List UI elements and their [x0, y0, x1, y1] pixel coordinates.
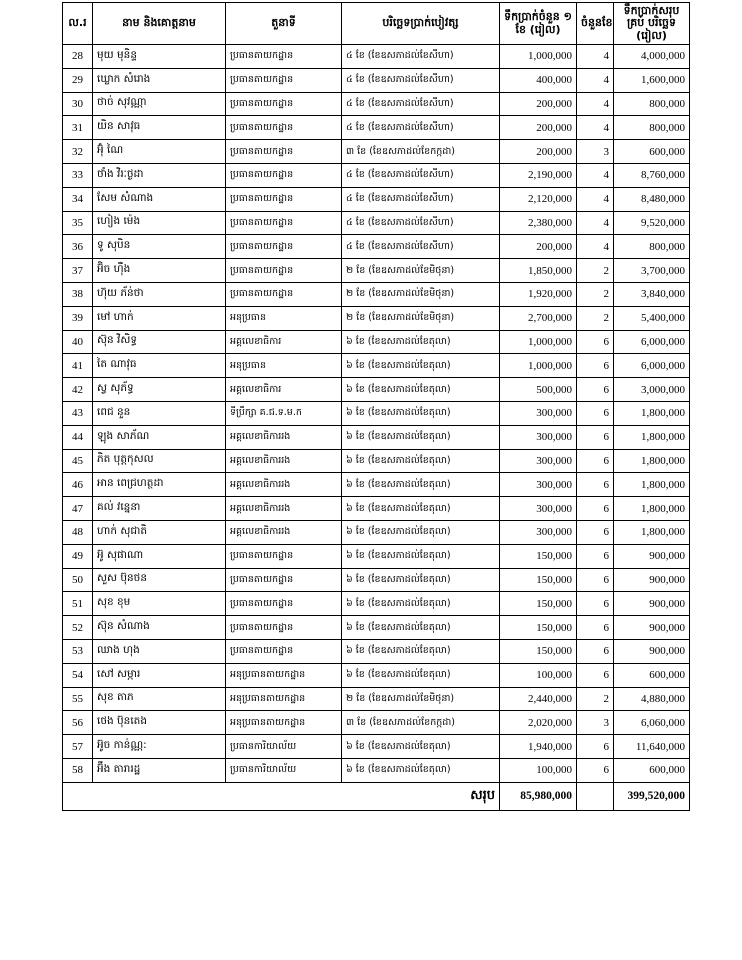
- cell-months: 2: [577, 687, 614, 711]
- cell-duration: ២ ខែ (ខែឧសភាដល់ខែមិថុនា): [342, 282, 500, 306]
- cell-duration: ៤ ខែ (ខែឧសភាដល់ខែសីហា): [342, 163, 500, 187]
- cell-total-amount: 11,640,000: [614, 735, 690, 759]
- header-position: តួនាទី: [226, 3, 342, 45]
- cell-no: 49: [63, 544, 93, 568]
- cell-total-amount: 8,760,000: [614, 163, 690, 187]
- cell-monthly-amount: 150,000: [500, 568, 577, 592]
- cell-no: 47: [63, 497, 93, 521]
- cell-duration: ៦ ខែ (ខែឧសភាដល់ខែតុលា): [342, 639, 500, 663]
- cell-monthly-amount: 1,000,000: [500, 354, 577, 378]
- cell-no: 30: [63, 92, 93, 116]
- cell-duration: ៦ ខែ (ខែឧសភាដល់ខែតុលា): [342, 473, 500, 497]
- cell-total-amount: 1,800,000: [614, 473, 690, 497]
- cell-no: 33: [63, 163, 93, 187]
- table-row: [63, 163, 690, 187]
- table-row: [63, 449, 690, 473]
- cell-monthly-amount: 150,000: [500, 639, 577, 663]
- cell-months: 2: [577, 306, 614, 330]
- cell-position: ប្រធានតាយកដ្ឋាន: [226, 568, 342, 592]
- cell-months: 3: [577, 711, 614, 735]
- cell-total-amount: 3,840,000: [614, 282, 690, 306]
- cell-no: 36: [63, 235, 93, 259]
- table-row: [63, 425, 690, 449]
- cell-total-amount: 900,000: [614, 544, 690, 568]
- cell-no: 44: [63, 425, 93, 449]
- cell-monthly-amount: 150,000: [500, 592, 577, 616]
- header-row: [63, 3, 690, 45]
- cell-duration: ៦ ខែ (ខែឧសភាដល់ខែតុលា): [342, 758, 500, 782]
- cell-months: 4: [577, 211, 614, 235]
- cell-no: 58: [63, 758, 93, 782]
- cell-total-amount: 6,060,000: [614, 711, 690, 735]
- table-row: [63, 473, 690, 497]
- table-row: [63, 259, 690, 283]
- cell-monthly-amount: 1,940,000: [500, 735, 577, 759]
- table-row: [63, 520, 690, 544]
- table-row: [63, 378, 690, 402]
- cell-months: 6: [577, 330, 614, 354]
- cell-months: 6: [577, 544, 614, 568]
- cell-position: ទីប្រឹក្សា គ.ជ.ទ.ម.ក: [226, 401, 342, 425]
- table-row: [63, 211, 690, 235]
- cell-name: សែម សំណាង: [93, 187, 226, 211]
- cell-name: ពេជ នួន: [93, 401, 226, 425]
- header-monthly-amount: ទឹកប្រាក់ចំនួន ១ ខែ (រៀល): [500, 3, 577, 45]
- cell-position: ប្រធានតាយកដ្ឋាន: [226, 616, 342, 640]
- cell-position: ប្រធានតាយកដ្ឋាន: [226, 639, 342, 663]
- cell-position: អគ្គលេខាធិការរង: [226, 520, 342, 544]
- table-row: [63, 711, 690, 735]
- cell-position: ប្រធានតាយកដ្ឋាន: [226, 140, 342, 164]
- cell-name: អាន ពេជ្រហត្ថដា: [93, 473, 226, 497]
- cell-monthly-amount: 200,000: [500, 140, 577, 164]
- cell-months: 6: [577, 354, 614, 378]
- cell-position: អនុប្រធាន: [226, 306, 342, 330]
- cell-months: 4: [577, 163, 614, 187]
- table-row: [63, 639, 690, 663]
- cell-months: 6: [577, 401, 614, 425]
- cell-monthly-amount: 100,000: [500, 758, 577, 782]
- cell-months: 6: [577, 639, 614, 663]
- table-row: [63, 306, 690, 330]
- header-no: ល.រ: [63, 3, 93, 45]
- table-row: [63, 45, 690, 69]
- cell-months: 6: [577, 497, 614, 521]
- cell-position: ប្រធានតាយកដ្ឋាន: [226, 45, 342, 69]
- cell-monthly-amount: 400,000: [500, 68, 577, 92]
- cell-total-amount: 900,000: [614, 639, 690, 663]
- cell-name: សុខ តាភ: [93, 687, 226, 711]
- cell-months: 4: [577, 116, 614, 140]
- cell-total-amount: 9,520,000: [614, 211, 690, 235]
- cell-no: 42: [63, 378, 93, 402]
- cell-position: អនុប្រធានតាយកដ្ឋាន: [226, 663, 342, 687]
- cell-monthly-amount: 300,000: [500, 520, 577, 544]
- cell-total-amount: 6,000,000: [614, 330, 690, 354]
- total-row: [63, 782, 690, 810]
- table-row: [63, 735, 690, 759]
- cell-duration: ៦ ខែ (ខែឧសភាដល់ខែតុលា): [342, 378, 500, 402]
- cell-no: 57: [63, 735, 93, 759]
- cell-name: អ៊ូច កាន់ណ្ណ:: [93, 735, 226, 759]
- table-row: [63, 140, 690, 164]
- cell-no: 32: [63, 140, 93, 164]
- cell-duration: ៣ ខែ (ខែឧសភាដល់ខែកក្កដា): [342, 140, 500, 164]
- cell-months: 6: [577, 735, 614, 759]
- table-row: [63, 282, 690, 306]
- cell-position: ប្រធានការិយាល័យ: [226, 758, 342, 782]
- cell-position: អគ្គលេខាធិការរង: [226, 449, 342, 473]
- cell-months: 6: [577, 449, 614, 473]
- cell-no: 51: [63, 592, 93, 616]
- cell-no: 55: [63, 687, 93, 711]
- cell-no: 45: [63, 449, 93, 473]
- cell-monthly-amount: 2,440,000: [500, 687, 577, 711]
- cell-months: 4: [577, 68, 614, 92]
- table-row: [63, 592, 690, 616]
- table-row: [63, 330, 690, 354]
- cell-monthly-amount: 2,380,000: [500, 211, 577, 235]
- cell-no: 54: [63, 663, 93, 687]
- table-row: [63, 187, 690, 211]
- header-months: ចំនួនខែ: [577, 3, 614, 45]
- cell-no: 40: [63, 330, 93, 354]
- cell-total-amount: 3,700,000: [614, 259, 690, 283]
- cell-monthly-amount: 2,020,000: [500, 711, 577, 735]
- cell-duration: ២ ខែ (ខែឧសភាដល់ខែមិថុនា): [342, 306, 500, 330]
- cell-total-amount: 3,000,000: [614, 378, 690, 402]
- table-row: [63, 116, 690, 140]
- cell-no: 46: [63, 473, 93, 497]
- table-row: [63, 497, 690, 521]
- cell-monthly-amount: 1,000,000: [500, 45, 577, 69]
- cell-duration: ៤ ខែ (ខែឧសភាដល់ខែសីហា): [342, 116, 500, 140]
- months-total-empty: [577, 782, 614, 810]
- cell-total-amount: 900,000: [614, 616, 690, 640]
- cell-months: 4: [577, 45, 614, 69]
- cell-position: ប្រធានតាយកដ្ឋាន: [226, 259, 342, 283]
- cell-name: ថាច់ សុវណ្ណា: [93, 92, 226, 116]
- cell-position: អគ្គលេខាធិការរង: [226, 425, 342, 449]
- cell-monthly-amount: 500,000: [500, 378, 577, 402]
- cell-total-amount: 8,480,000: [614, 187, 690, 211]
- cell-position: ប្រធានតាយកដ្ឋាន: [226, 68, 342, 92]
- cell-no: 35: [63, 211, 93, 235]
- cell-no: 37: [63, 259, 93, 283]
- table-body: [63, 45, 690, 783]
- cell-duration: ៦ ខែ (ខែឧសភាដល់ខែតុលា): [342, 616, 500, 640]
- table-row: [63, 544, 690, 568]
- cell-position: អនុប្រធានតាយកដ្ឋាន: [226, 711, 342, 735]
- cell-duration: ៦ ខែ (ខែឧសភាដល់ខែតុលា): [342, 544, 500, 568]
- cell-position: ប្រធានការិយាល័យ: [226, 735, 342, 759]
- cell-name: ថេង ប៊ុនតេង: [93, 711, 226, 735]
- cell-name: ស៊ុន វិសិទ្ធ: [93, 330, 226, 354]
- cell-duration: ៤ ខែ (ខែឧសភាដល់ខែសីហា): [342, 92, 500, 116]
- cell-no: 52: [63, 616, 93, 640]
- cell-name: តៃ ណាវុធ: [93, 354, 226, 378]
- cell-months: 6: [577, 378, 614, 402]
- cell-total-amount: 800,000: [614, 116, 690, 140]
- total-label: សរុប: [63, 782, 500, 810]
- cell-total-amount: 600,000: [614, 758, 690, 782]
- cell-position: ប្រធានតាយកដ្ឋាន: [226, 544, 342, 568]
- cell-total-amount: 600,000: [614, 140, 690, 164]
- cell-monthly-amount: 300,000: [500, 473, 577, 497]
- cell-no: 48: [63, 520, 93, 544]
- cell-total-amount: 900,000: [614, 568, 690, 592]
- cell-no: 41: [63, 354, 93, 378]
- header-duration: បរិច្ឆេទប្រាក់បៀវត្ស: [342, 3, 500, 45]
- cell-name: អ៊ូ សុផាណា: [93, 544, 226, 568]
- cell-name: ហាក់ សុជាតិ: [93, 520, 226, 544]
- table-row: [63, 758, 690, 782]
- cell-total-amount: 1,800,000: [614, 497, 690, 521]
- cell-position: ប្រធានតាយកដ្ឋាន: [226, 235, 342, 259]
- table-row: [63, 354, 690, 378]
- cell-months: 3: [577, 140, 614, 164]
- cell-total-amount: 800,000: [614, 235, 690, 259]
- cell-duration: ៦ ខែ (ខែឧសភាដល់ខែតុលា): [342, 354, 500, 378]
- cell-name: មៅ ហាក់: [93, 306, 226, 330]
- cell-monthly-amount: 300,000: [500, 497, 577, 521]
- table-row: [63, 616, 690, 640]
- cell-months: 2: [577, 259, 614, 283]
- cell-total-amount: 5,400,000: [614, 306, 690, 330]
- cell-name: ឈាង ហុង: [93, 639, 226, 663]
- cell-name: ស៊ុន សំណាង: [93, 616, 226, 640]
- cell-months: 6: [577, 520, 614, 544]
- cell-position: ប្រធានតាយកដ្ឋាន: [226, 187, 342, 211]
- cell-position: អនុប្រធាន: [226, 354, 342, 378]
- cell-total-amount: 1,800,000: [614, 425, 690, 449]
- table-row: [63, 92, 690, 116]
- cell-duration: ៤ ខែ (ខែឧសភាដល់ខែសីហា): [342, 68, 500, 92]
- cell-duration: ៤ ខែ (ខែឧសភាដល់ខែសីហា): [342, 45, 500, 69]
- cell-duration: ៦ ខែ (ខែឧសភាដល់ខែតុលា): [342, 568, 500, 592]
- cell-months: 2: [577, 282, 614, 306]
- cell-months: 4: [577, 235, 614, 259]
- cell-monthly-amount: 300,000: [500, 449, 577, 473]
- cell-duration: ២ ខែ (ខែឧសភាដល់ខែមិថុនា): [342, 259, 500, 283]
- cell-no: 29: [63, 68, 93, 92]
- monthly-total: 85,980,000: [500, 782, 577, 810]
- cell-monthly-amount: 1,850,000: [500, 259, 577, 283]
- cell-no: 31: [63, 116, 93, 140]
- cell-duration: ៤ ខែ (ខែឧសភាដល់ខែសីហា): [342, 235, 500, 259]
- table-row: [63, 235, 690, 259]
- cell-months: 6: [577, 758, 614, 782]
- cell-duration: ៦ ខែ (ខែឧសភាដល់ខែតុលា): [342, 663, 500, 687]
- cell-months: 6: [577, 425, 614, 449]
- cell-name: ហៀង ម៉េង: [93, 211, 226, 235]
- cell-position: ប្រធានតាយកដ្ឋាន: [226, 163, 342, 187]
- cell-name: ឡុង សាភ័ណ: [93, 425, 226, 449]
- cell-name: ទូ សុបិន: [93, 235, 226, 259]
- cell-total-amount: 6,000,000: [614, 354, 690, 378]
- cell-total-amount: 1,600,000: [614, 68, 690, 92]
- cell-monthly-amount: 1,920,000: [500, 282, 577, 306]
- table-row: [63, 568, 690, 592]
- cell-no: 39: [63, 306, 93, 330]
- cell-no: 28: [63, 45, 93, 69]
- cell-months: 6: [577, 568, 614, 592]
- cell-duration: ៤ ខែ (ខែឧសភាដល់ខែសីហា): [342, 211, 500, 235]
- cell-position: ប្រធានតាយកដ្ឋាន: [226, 592, 342, 616]
- cell-name: ភិត បុត្តកុសល: [93, 449, 226, 473]
- cell-months: 6: [577, 616, 614, 640]
- cell-duration: ៣ ខែ (ខែឧសភាដល់ខែកក្កដា): [342, 711, 500, 735]
- cell-total-amount: 1,800,000: [614, 449, 690, 473]
- cell-months: 6: [577, 592, 614, 616]
- cell-monthly-amount: 200,000: [500, 116, 577, 140]
- cell-monthly-amount: 200,000: [500, 92, 577, 116]
- cell-name: សួស ប៊ុនថន: [93, 568, 226, 592]
- cell-no: 34: [63, 187, 93, 211]
- cell-duration: ៦ ខែ (ខែឧសភាដល់ខែតុលា): [342, 592, 500, 616]
- cell-total-amount: 1,800,000: [614, 401, 690, 425]
- cell-monthly-amount: 2,190,000: [500, 163, 577, 187]
- cell-duration: ៤ ខែ (ខែឧសភាដល់ខែសីហា): [342, 187, 500, 211]
- cell-duration: ៦ ខែ (ខែឧសភាដល់ខែតុលា): [342, 497, 500, 521]
- cell-name: ស្វ សុភ័ទ្ធ: [93, 378, 226, 402]
- cell-name: អ៊ិច ហ៊ឺង: [93, 259, 226, 283]
- cell-monthly-amount: 300,000: [500, 425, 577, 449]
- cell-total-amount: 1,800,000: [614, 520, 690, 544]
- cell-monthly-amount: 150,000: [500, 544, 577, 568]
- cell-months: 4: [577, 187, 614, 211]
- cell-total-amount: 4,880,000: [614, 687, 690, 711]
- cell-duration: ៦ ខែ (ខែឧសភាដល់ខែតុលា): [342, 520, 500, 544]
- cell-name: គល់ វន្នេនា: [93, 497, 226, 521]
- cell-position: ប្រធានតាយកដ្ឋាន: [226, 92, 342, 116]
- cell-name: សុខ ខុម: [93, 592, 226, 616]
- cell-position: អគ្គលេខាធិការរង: [226, 473, 342, 497]
- cell-total-amount: 800,000: [614, 92, 690, 116]
- cell-name: អ៊ុំ ណៃ: [93, 140, 226, 164]
- cell-total-amount: 600,000: [614, 663, 690, 687]
- cell-duration: ២ ខែ (ខែឧសភាដល់ខែមិថុនា): [342, 687, 500, 711]
- grand-total: 399,520,000: [614, 782, 690, 810]
- cell-monthly-amount: 1,000,000: [500, 330, 577, 354]
- table-row: [63, 401, 690, 425]
- cell-monthly-amount: 300,000: [500, 401, 577, 425]
- cell-months: 4: [577, 92, 614, 116]
- table-row: [63, 687, 690, 711]
- cell-no: 53: [63, 639, 93, 663]
- cell-duration: ៦ ខែ (ខែឧសភាដល់ខែតុលា): [342, 330, 500, 354]
- cell-duration: ៦ ខែ (ខែឧសភាដល់ខែតុលា): [342, 401, 500, 425]
- cell-position: អគ្គលេខាធិការរង: [226, 497, 342, 521]
- header-total-amount: ទឹកប្រាក់សរុបគ្រប់ បរិច្ឆេទ (រៀល): [614, 3, 690, 45]
- cell-total-amount: 900,000: [614, 592, 690, 616]
- cell-position: អគ្គលេខាធិការ: [226, 378, 342, 402]
- cell-monthly-amount: 2,120,000: [500, 187, 577, 211]
- cell-duration: ៦ ខែ (ខែឧសភាដល់ខែតុលា): [342, 735, 500, 759]
- cell-monthly-amount: 100,000: [500, 663, 577, 687]
- cell-no: 56: [63, 711, 93, 735]
- cell-months: 6: [577, 663, 614, 687]
- cell-name: សៅ សម្ភារ: [93, 663, 226, 687]
- header-name: នាម និងគោត្តនាម: [93, 3, 226, 45]
- cell-position: ប្រធានតាយកដ្ឋាន: [226, 211, 342, 235]
- cell-duration: ៦ ខែ (ខែឧសភាដល់ខែតុលា): [342, 449, 500, 473]
- table-row: [63, 663, 690, 687]
- cell-no: 50: [63, 568, 93, 592]
- cell-no: 43: [63, 401, 93, 425]
- cell-no: 38: [63, 282, 93, 306]
- cell-name: ថាំង វិរៈថ្ងដា: [93, 163, 226, 187]
- table-row: [63, 68, 690, 92]
- cell-total-amount: 4,000,000: [614, 45, 690, 69]
- cell-position: ប្រធានតាយកដ្ឋាន: [226, 116, 342, 140]
- cell-duration: ៦ ខែ (ខែឧសភាដល់ខែតុលា): [342, 425, 500, 449]
- cell-name: ហ៊ុយ ភ័ន់ថា: [93, 282, 226, 306]
- cell-position: អនុប្រធានតាយកដ្ឋាន: [226, 687, 342, 711]
- cell-monthly-amount: 150,000: [500, 616, 577, 640]
- cell-monthly-amount: 200,000: [500, 235, 577, 259]
- cell-name: មុយ មុនិន្ទ: [93, 45, 226, 69]
- cell-months: 6: [577, 473, 614, 497]
- cell-name: អ៊ឹង តារារដ្ឋ: [93, 758, 226, 782]
- cell-monthly-amount: 2,700,000: [500, 306, 577, 330]
- cell-position: អគ្គលេខាធិការ: [226, 330, 342, 354]
- salary-table: [62, 2, 690, 811]
- cell-name: យិន សាវុធ: [93, 116, 226, 140]
- cell-position: ប្រធានតាយកដ្ឋាន: [226, 282, 342, 306]
- cell-name: ឃ្លោក សំរោង: [93, 68, 226, 92]
